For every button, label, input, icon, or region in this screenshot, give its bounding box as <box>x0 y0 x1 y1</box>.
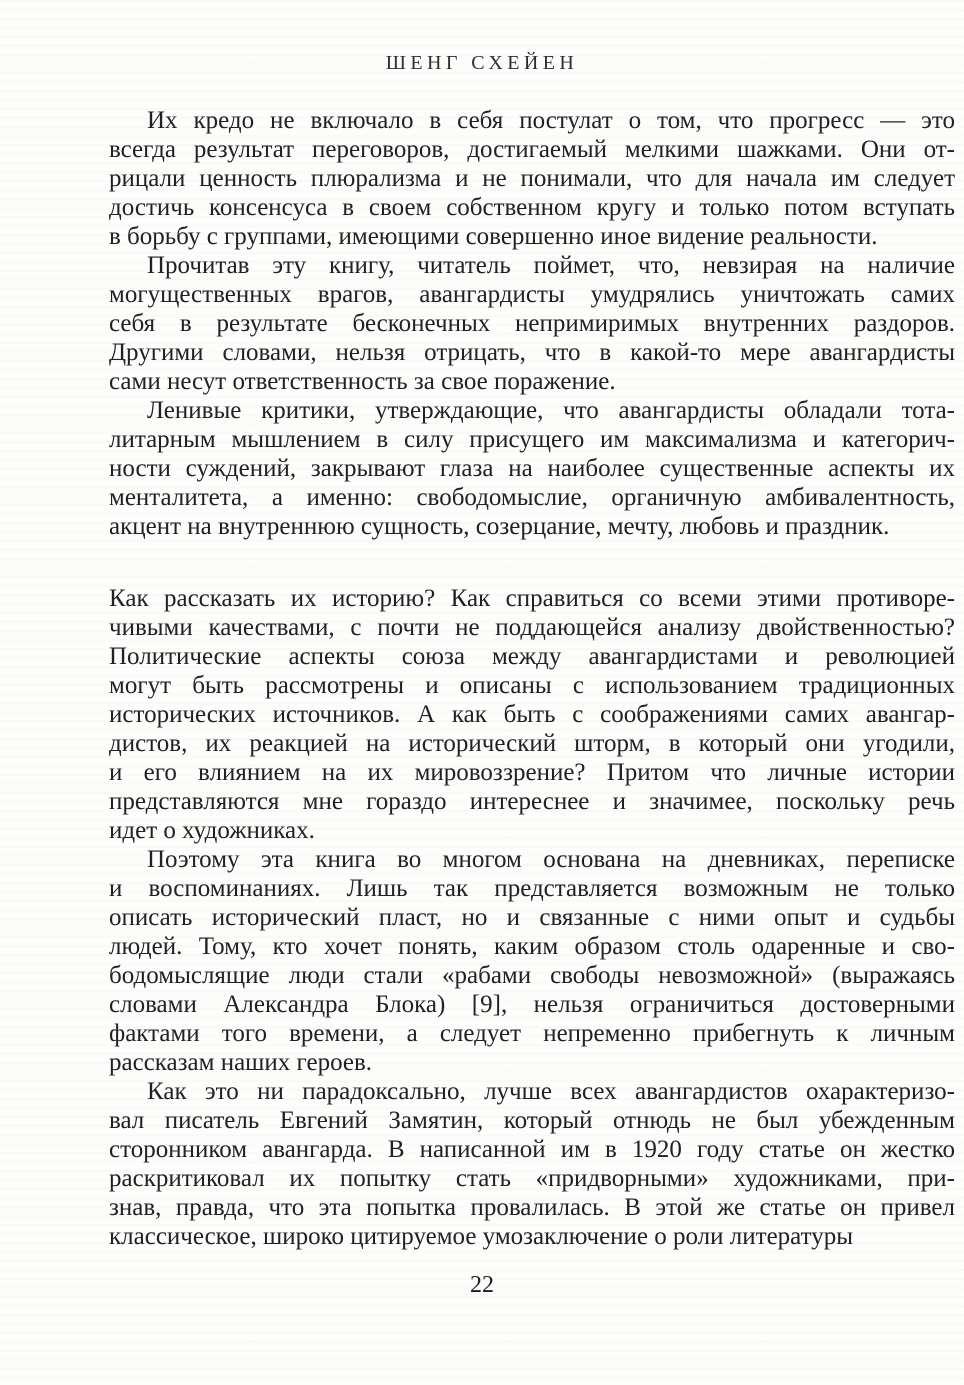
text-line: сторонником авангарда. В написанной им в 1920 году статье он жестко <box>109 1136 955 1163</box>
text-line: представляются мне гораздо интереснее и значимее, поскольку речь <box>109 788 955 815</box>
text-line: менталитета, а именно: свободомыслие, органичную амбивалентность, <box>109 484 955 511</box>
text-line: литарным мышлением в силу присущего им максимализма и категорич- <box>109 426 955 453</box>
text-line: и его влиянием на их мировоззрение? Притом что личные истории <box>109 759 955 786</box>
text-line: описать исторический пласт, но и связанные с ними опыт и судьбы <box>109 904 955 931</box>
running-header: ШЕНГ СХЕЙЕН <box>385 52 579 74</box>
text-line: Их кредо не включало в себя постулат о том, что прогресс — это <box>147 107 955 134</box>
paragraph <box>109 396 955 541</box>
text-line: Как это ни парадоксально, лучше всех авангардистов охарактеризо- <box>147 1078 955 1105</box>
text-line: сами несут ответственность за свое поражение. <box>109 368 616 395</box>
text-line: всегда результат переговоров, достигаемый мелкими шажками. Они от- <box>109 136 955 163</box>
paragraph <box>109 1077 955 1251</box>
paragraph <box>109 845 955 1077</box>
text-line: и воспоминаниях. Лишь так представляется возможным не только <box>109 875 955 902</box>
body-text <box>109 106 955 1251</box>
text-line: в борьбу с группами, имеющими совершенно иное видение реальности. <box>109 223 878 250</box>
text-line: дистов, их реакцией на исторический шторм, в который они угодили, <box>109 730 955 757</box>
text-line: могут быть рассмотрены и описаны с использованием традиционных <box>109 672 955 699</box>
text-line: вал писатель Евгений Замятин, который отнюдь не был убежденным <box>109 1107 955 1134</box>
text-line: ности суждений, закрывают глаза на наиболее существенные аспекты их <box>109 455 955 482</box>
text-line: классическое, широко цитируемое умозаключение о роли литературы <box>109 1223 854 1250</box>
text-line: рицали ценность плюрализма и не понимали, что для начала им следует <box>109 165 955 192</box>
text-line: словами Александра Блока) [9], нельзя ограничиться достоверными <box>109 991 955 1018</box>
text-line: идет о художниках. <box>109 817 315 844</box>
text-line: Ленивые критики, утверждающие, что авангардисты обладали тота- <box>147 397 955 424</box>
text-line: Как рассказать их историю? Как справиться со всеми этими противоре- <box>109 585 955 612</box>
text-line: Прочитав эту книгу, читатель поймет, что, невзирая на наличие <box>147 252 955 279</box>
text-line: раскритиковал их попытку стать «придворными» художниками, при- <box>109 1165 955 1192</box>
paragraph <box>109 251 955 396</box>
text-line: акцент на внутреннюю сущность, созерцание, мечту, любовь и праздник. <box>109 513 890 540</box>
text-line: Политические аспекты союза между авангардистами и революцией <box>109 643 955 670</box>
page-number: 22 <box>470 1272 494 1298</box>
paragraph <box>109 106 955 251</box>
text-line: исторических источников. А как быть с соображениями самих авангар- <box>109 701 955 728</box>
text-line: могущественных врагов, авангардисты умудрялись уничтожать самих <box>109 281 955 308</box>
text-line: Другими словами, нельзя отрицать, что в какой-то мере авангардисты <box>109 339 955 366</box>
text-line: себя в результате бесконечных непримиримых внутренних раздоров. <box>109 310 955 337</box>
paragraph <box>109 584 955 845</box>
text-line: фактами того времени, а следует непременно прибегнуть к личным <box>109 1020 955 1047</box>
text-line: Поэтому эта книга во многом основана на дневниках, переписке <box>147 846 955 873</box>
text-line: достичь консенсуса в своем собственном кругу и только потом вступать <box>109 194 955 221</box>
text-line: знав, правда, что эта попытка провалилась. В этой же статье он привел <box>109 1194 955 1221</box>
text-line: людей. Тому, кто хочет понять, каким образом столь одаренные и сво- <box>109 933 955 960</box>
text-line: бодомыслящие люди стали «рабами свободы невозможной» (выражаясь <box>109 962 955 989</box>
text-line: чивыми качествами, с почти не поддающейся анализу двойственностью? <box>109 614 955 641</box>
text-line: рассказам наших героев. <box>109 1049 373 1076</box>
